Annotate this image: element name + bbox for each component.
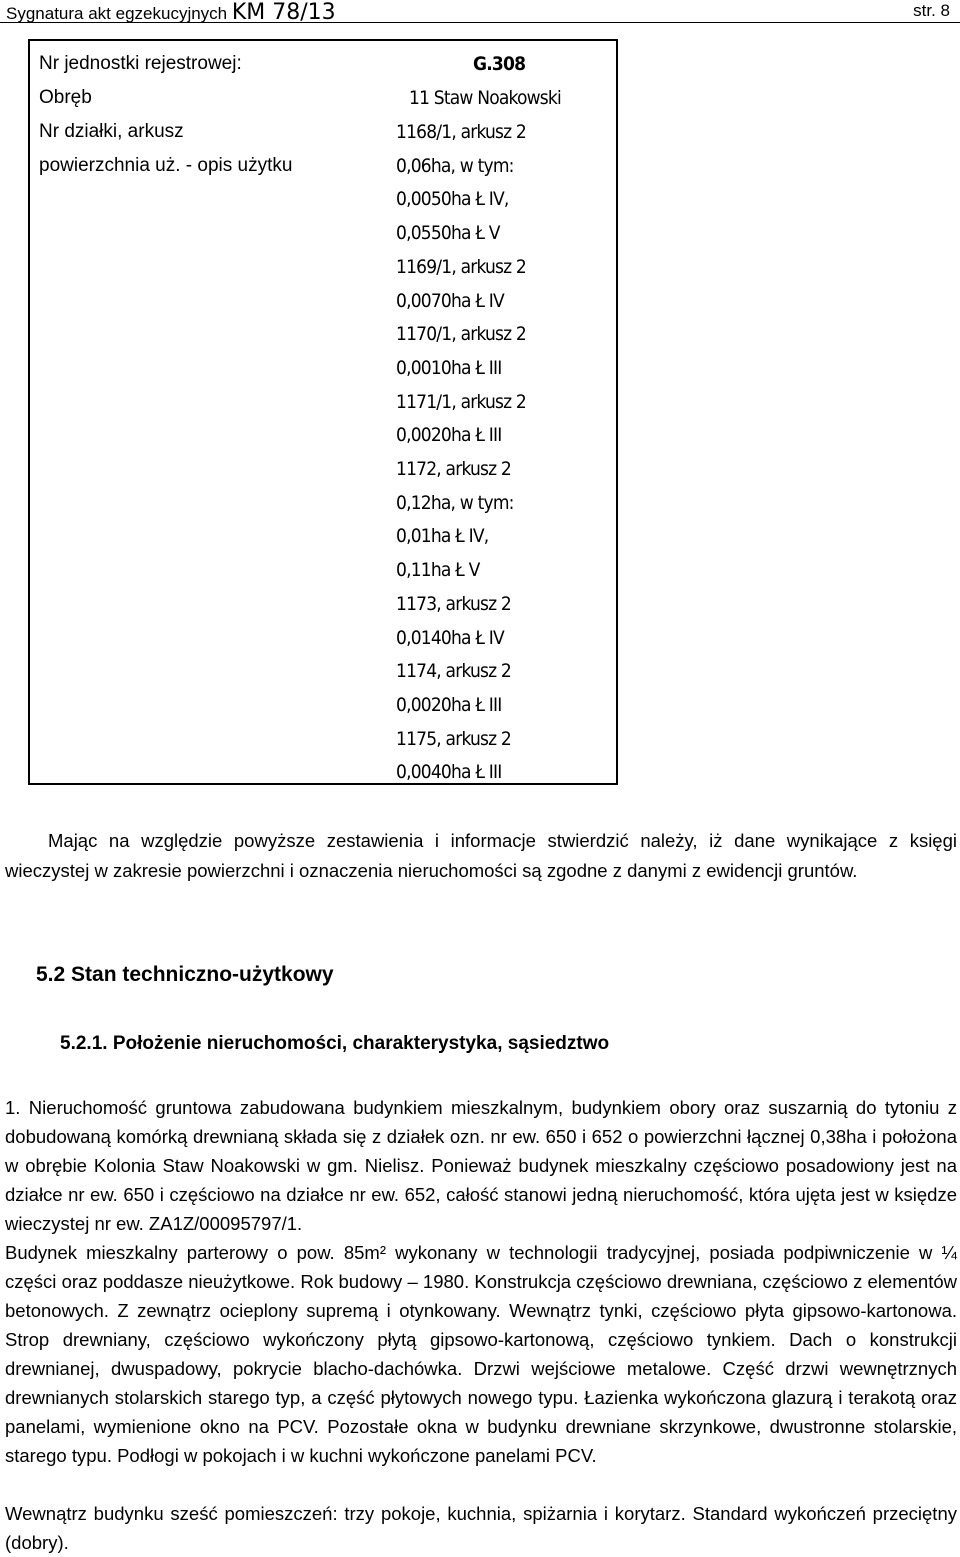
header-signature: KM 78/13	[231, 0, 336, 25]
parcel-value-line: 0,0040ha Ł III	[396, 761, 502, 784]
parcel-value-line: 1173, arkusz 2	[396, 592, 511, 615]
parcel-value-line: 0,01ha Ł IV,	[396, 525, 489, 548]
parcel-value-line: 1168/1, arkusz 2	[396, 121, 527, 143]
parcel-value-line: 0,0020ha Ł III	[396, 424, 502, 447]
parcel-value-line: 1172, arkusz 2	[396, 458, 511, 480]
page-header	[0, 0, 960, 23]
unit-label: Nr jednostki rejestrowej:	[39, 53, 242, 74]
parcel-value-line: 1171/1, arkusz 2	[396, 390, 527, 413]
conclusion-paragraph: Mając na względzie powyższe zestawienia i informacje stwierdzić należy, iż dane wynikające z księgi wieczystej w zakresie powierzchni i oznaczenia nieruchomości są zgodne z danymi z ewidencji gruntów.	[5, 830, 957, 881]
unit-value: G.308	[473, 53, 526, 75]
parcel-value-line: 0,12ha, w tym:	[396, 491, 514, 514]
parcel-value-line: 1174, arkusz 2	[396, 660, 511, 683]
parcel-value-line: 0,0010ha Ł III	[396, 356, 502, 379]
description-paragraph-2: Budynek mieszkalny parterowy o pow. 85m² wykonany w technologii tradycyjnej, posiada podpiwniczenie w ¼ części oraz poddasze nieużytkowe. Rok budowy – 1980. Konstrukcja częściowo drewniana, częściowo z elementów betonowych. Z zewnątrz ocieplony supremą i otynkowany. Wewnątrz tynki, częściowo płyta gipsowo-kartonowa. Strop drewniany, częściowo wykończony płytą gipsowo-kartonową, częściowo tynkiem. Dach o konstrukcji drewnianej, dwuspadowy, pokrycie blacho-dachówka. Drzwi wejściowe metalowe. Część drzwi wewnętrznych drewnianych stolarskich starego typ, a część płytowych nowego typu. Łazienka wykończona glazurą i terakotą oraz panelami, wymienione okno na PCV. Pozostałe okna w budynku drewniane skrzynkowe, dwustronne stolarskie, starego typu. Podłogi w pokojach i w kuchni wykończone panelami PCV.	[5, 1242, 957, 1466]
parcel-value-line: 0,0050ha Ł IV,	[396, 188, 509, 211]
header-title: Sygnatura akt egzekucyjnych	[6, 4, 228, 23]
parcel-value-line: 0,0140ha Ł IV	[396, 626, 504, 649]
header-left	[6, 0, 336, 25]
parcel-value-line: 0,0550ha Ł V	[396, 222, 500, 245]
parcel-value-line: 1175, arkusz 2	[396, 727, 511, 750]
section-title: 5.2 Stan techniczno-użytkowy	[36, 963, 334, 986]
precinct-value: 11 Staw Noakowski	[409, 87, 561, 109]
parcel-value-line: 0,0070ha Ł IV	[396, 289, 504, 312]
header-page-number: str. 8	[913, 1, 950, 20]
parcel-value-line: 0,0020ha Ł III	[396, 693, 502, 716]
subsection-title: 5.2.1. Położenie nieruchomości, charakterystyka, sąsiedztwo	[60, 1033, 610, 1054]
description-paragraph-1: 1. Nieruchomość gruntowa zabudowana budynkiem mieszkalnym, budynkiem obory oraz suszarnią do tytoniu z dobudowaną komórką drewnianą składa się z działek ozn. nr ew. 650 i 652 o powierzchni łącznej 0,38ha i położona w obrębie Kolonia Staw Noakowski w gm. Nielisz. Ponieważ budynek mieszkalny częściowo posadowiony jest na działce nr ew. 650 i częściowo na działce nr ew. 652, całość stanowi jedną nieruchomość, która ujęta jest w księdze wieczystej nr ew. ZA1Z/00095797/1.	[5, 1097, 957, 1234]
parcel-value-line: 0,06ha, w tym:	[396, 154, 514, 177]
parcel-label: Nr działki, arkusz	[39, 121, 184, 142]
parcel-value-line: 1169/1, arkusz 2	[396, 255, 527, 278]
precinct-label: Obręb	[39, 87, 92, 108]
parcel-value-line: 0,11ha Ł V	[396, 559, 480, 582]
parcel-value-line: 1170/1, arkusz 2	[396, 323, 527, 346]
parcel-table	[28, 39, 618, 785]
description-paragraph-3: Wewnątrz budynku sześć pomieszczeń: trzy pokoje, kuchnia, spiżarnia i korytarz. Standard wykończeń przeciętny (dobry).	[5, 1503, 957, 1553]
area-label: powierzchnia uż. - opis użytku	[39, 155, 293, 176]
